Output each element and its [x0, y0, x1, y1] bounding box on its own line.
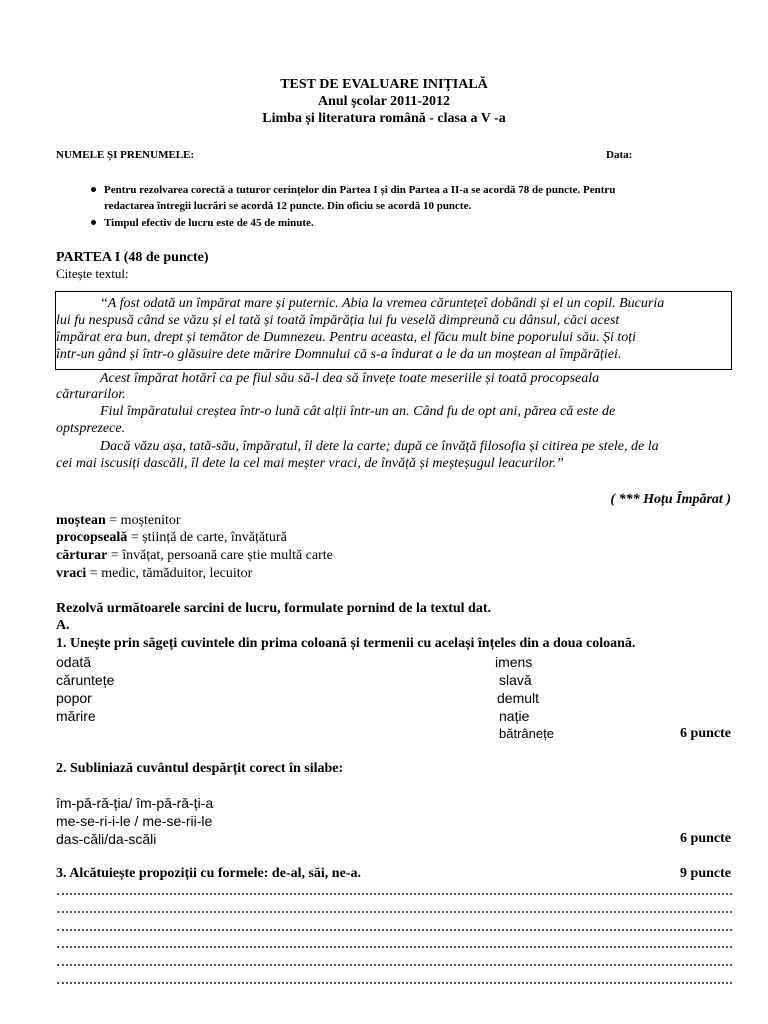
glossary-definition: = moștenitor: [105, 513, 181, 528]
answer-line[interactable]: [57, 911, 732, 915]
q1-left-word: odată: [56, 654, 92, 670]
part1-title: PARTEA I (48 de puncte): [56, 250, 209, 265]
q2-points: 6 puncte: [680, 831, 731, 846]
q1-left-word: căruntețe: [56, 672, 115, 688]
instruction-1-line-2: redactarea întregii lucrări se acordă 12 puncte. Din oficiu se acordă 10 puncte.: [104, 200, 472, 212]
answer-line[interactable]: [57, 982, 732, 986]
school-year: Anul școlar 2011-2012: [318, 94, 450, 109]
bullet-icon: [91, 220, 96, 225]
glossary-term: vraci: [56, 566, 87, 581]
story-line: împărat era bun, drept și temător de Dumnezeu. Pentru aceasta, el făcu mult bine poporului său. Și toți: [56, 330, 637, 345]
glossary-term: cărturar: [56, 548, 108, 563]
glossary-entry: [56, 529, 287, 546]
answer-line[interactable]: [57, 946, 732, 950]
glossary-definition: = știință de carte, învățătură: [127, 530, 287, 545]
bullet-icon: [91, 187, 96, 192]
question-3: 3. Alcătuiește propoziții cu formele: de-al, săi, ne-a.: [56, 866, 361, 881]
glossary-definition: = învățat, persoană care știe multă carte: [107, 548, 333, 563]
q1-left-word: mărire: [56, 708, 96, 724]
q1-right-word: bătrânețe: [499, 726, 554, 741]
glossary-definition: = medic, tămăduitor, lecuitor: [86, 566, 253, 581]
question-2: 2. Subliniază cuvântul despărțit corect în silabe:: [56, 761, 344, 776]
glossary-term: moștean: [56, 513, 106, 528]
q2-option: das-căli/da-scăli: [56, 831, 157, 847]
answer-line[interactable]: [57, 964, 732, 968]
question-1: 1. Unește prin săgeți cuvintele din prima coloană și termenii cu același înțeles din a doua coloană.: [56, 636, 636, 651]
story-line: “A fost odată un împărat mare și puternic. Abia la vremea căruntețeî dobândi și el un copil. Bucuria: [100, 296, 665, 311]
q1-right-word: slavă: [499, 672, 532, 688]
date-label: Data:: [606, 149, 633, 161]
part1-read-instruction: Citește textul:: [56, 266, 129, 281]
test-title: TEST DE EVALUARE INIȚIALĂ: [280, 77, 488, 92]
answer-line[interactable]: [57, 929, 732, 933]
q2-option: me-se-ri-i-le / me-se-rii-le: [56, 813, 213, 829]
subject-line: Limba și literatura română - clasa a V -a: [262, 111, 506, 126]
story-line: cărturarilor.: [56, 387, 126, 402]
tasks-intro: Rezolvă următoarele sarcini de lucru, formulate pornind de la textul dat.: [56, 601, 491, 616]
instruction-2: Timpul efectiv de lucru este de 45 de minute.: [104, 217, 314, 229]
q1-points: 6 puncte: [680, 726, 731, 741]
story-source: ( *** Hoțu Împărat ): [610, 492, 731, 507]
instruction-1-line-1: Pentru rezolvarea corectă a tuturor cerințelor din Partea I și din Partea a II-a se acordă 78 de puncte. Pentru: [104, 184, 616, 196]
name-label: NUMELE ȘI PRENUMELE:: [56, 149, 195, 161]
story-line: optsprezece.: [56, 421, 126, 436]
story-line: Fiul împăratului creștea într-o lună cât alții într-un an. Când fu de opt ani, părea că este de: [100, 404, 616, 419]
q2-option: îm-pă-ră-ția/ îm-pă-ră-ți-a: [56, 795, 214, 811]
q1-right-word: nație: [499, 708, 530, 724]
story-line: cei mai iscusiți dascăli, îl dete la cel mai meșter vraci, de învăță și meșteșugul leacurilor.”: [56, 456, 564, 471]
glossary-entry: [56, 547, 333, 564]
glossary-entry: [56, 565, 252, 582]
section-a: A.: [56, 618, 70, 633]
story-line: lui fu nespusă când se văzu și el tată și toată împărăția lui fu veselă dimpreună cu dânsul, căci acest: [56, 313, 620, 328]
q1-left-word: popor: [56, 690, 92, 706]
q1-right-word: demult: [497, 690, 540, 706]
glossary-entry: [56, 512, 181, 529]
story-line: Dacă văzu așa, tată-său, împăratul, îl dete la carte; după ce învăță filosofia și citirea pe stele, de la: [100, 439, 659, 454]
glossary-term: procopseală: [56, 530, 128, 545]
story-line: într-un gând și într-o glăsuire dete mărire Domnului că s-a îndurat a le da un moștean al împărăției.: [56, 347, 622, 362]
q3-points: 9 puncte: [680, 866, 731, 881]
answer-line[interactable]: [57, 893, 732, 897]
q1-right-word: imens: [495, 654, 533, 670]
story-line: Acest împărat hotărî ca pe fiul său să-l dea să învețe toate meseriile și toată procopseala: [100, 371, 600, 386]
